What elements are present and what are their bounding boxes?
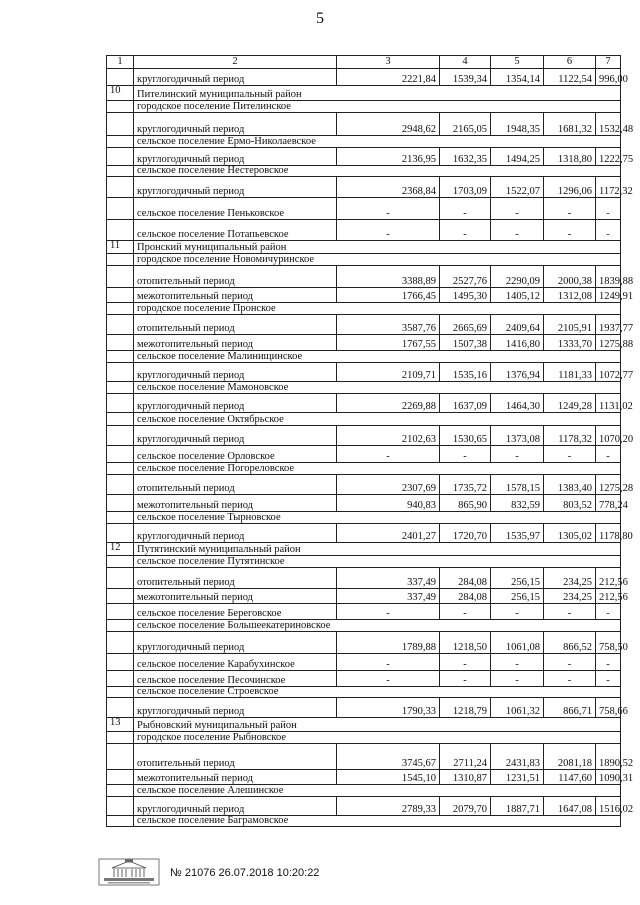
header-cell: 5: [491, 56, 544, 69]
row-number: [107, 254, 134, 266]
value-cell: 1948,35: [491, 113, 544, 136]
row-number: [107, 198, 134, 220]
settlement-name: сельское поселение Малинищинское: [134, 351, 621, 363]
table-header: [107, 56, 621, 69]
value-cell: 2221,84: [337, 69, 440, 86]
value-cell: -: [596, 220, 621, 241]
period-label: круглогодичный период: [134, 363, 337, 382]
value-cell: 1937,77: [596, 315, 621, 335]
period-label: сельское поселение Потапьевское: [134, 220, 337, 241]
row-number: [107, 512, 134, 524]
value-cell: 1416,80: [491, 335, 544, 351]
value-cell: 1376,94: [491, 363, 544, 382]
row-number: [107, 220, 134, 241]
row-number: [107, 101, 134, 113]
period-label: сельское поселение Песочинское: [134, 671, 337, 687]
settlement-row: [107, 620, 621, 632]
period-label: круглогодичный период: [134, 632, 337, 654]
value-cell: 866,52: [544, 632, 596, 654]
settlement-name: сельское поселение Баграмовское: [134, 816, 621, 827]
value-cell: 2079,70: [440, 797, 491, 816]
table-row: [107, 524, 621, 543]
period-label: круглогодичный период: [134, 113, 337, 136]
period-label: межотопительный период: [134, 288, 337, 303]
row-number: [107, 288, 134, 303]
settlement-name: городское поселение Рыбновское: [134, 732, 621, 744]
value-cell: 1767,55: [337, 335, 440, 351]
district-row: [107, 543, 621, 556]
value-cell: 1789,88: [337, 632, 440, 654]
period-label: отопительный период: [134, 266, 337, 288]
row-number: [107, 426, 134, 446]
value-cell: -: [544, 446, 596, 463]
value-cell: -: [440, 220, 491, 241]
value-cell: 234,25: [544, 568, 596, 589]
row-number: [107, 413, 134, 426]
value-cell: 1522,07: [491, 177, 544, 198]
row-number: [107, 382, 134, 394]
row-number: [107, 589, 134, 604]
value-cell: 1578,15: [491, 475, 544, 495]
table-row: [107, 266, 621, 288]
period-label: отопительный период: [134, 568, 337, 589]
value-cell: 1181,33: [544, 363, 596, 382]
row-number: [107, 620, 134, 632]
value-cell: -: [337, 446, 440, 463]
table-body: [107, 69, 634, 827]
value-cell: -: [337, 198, 440, 220]
value-cell: 803,52: [544, 495, 596, 512]
value-cell: 866,71: [544, 698, 596, 718]
value-cell: 1218,50: [440, 632, 491, 654]
value-cell: -: [440, 604, 491, 620]
row-number: [107, 604, 134, 620]
row-number: [107, 335, 134, 351]
row-number: [107, 177, 134, 198]
header-cell: 3: [337, 56, 440, 69]
page-number: 5: [316, 10, 324, 27]
value-cell: 1231,51: [491, 770, 544, 785]
row-number: [107, 495, 134, 512]
settlement-name: сельское поселение Алешинское: [134, 785, 621, 797]
value-cell: 2307,69: [337, 475, 440, 495]
value-cell: 1495,30: [440, 288, 491, 303]
value-cell: 1647,08: [544, 797, 596, 816]
period-label: круглогодичный период: [134, 177, 337, 198]
value-cell: 2136,95: [337, 148, 440, 166]
period-label: сельское поселение Береговское: [134, 604, 337, 620]
settlement-row: [107, 556, 621, 568]
value-cell: -: [337, 671, 440, 687]
period-label: круглогодичный период: [134, 426, 337, 446]
value-cell: 1061,08: [491, 632, 544, 654]
table-row: [107, 671, 621, 687]
row-number: [107, 797, 134, 816]
row-number: [107, 524, 134, 543]
value-cell: 1766,45: [337, 288, 440, 303]
value-cell: 1305,02: [544, 524, 596, 543]
value-cell: 2527,76: [440, 266, 491, 288]
value-cell: -: [491, 198, 544, 220]
value-cell: 1507,38: [440, 335, 491, 351]
settlement-name: городское поселение Пителинское: [134, 101, 621, 113]
table-row: [107, 315, 621, 335]
value-cell: 2368,84: [337, 177, 440, 198]
table-row: [107, 220, 621, 241]
settlement-row: [107, 351, 621, 363]
row-number: [107, 394, 134, 413]
value-cell: 2081,18: [544, 744, 596, 770]
value-cell: -: [440, 671, 491, 687]
value-cell: 1464,30: [491, 394, 544, 413]
row-number: [107, 671, 134, 687]
value-cell: 256,15: [491, 589, 544, 604]
value-cell: -: [544, 604, 596, 620]
row-number: [107, 556, 134, 568]
settlement-row: [107, 413, 621, 426]
header-cell: 1: [107, 56, 134, 69]
value-cell: 1249,91: [596, 288, 621, 303]
value-cell: 212,56: [596, 568, 621, 589]
value-cell: -: [440, 198, 491, 220]
row-number: [107, 816, 134, 827]
value-cell: 865,90: [440, 495, 491, 512]
value-cell: -: [596, 654, 621, 671]
value-cell: -: [440, 654, 491, 671]
row-number: [107, 266, 134, 288]
table-row: [107, 797, 621, 816]
period-label: сельское поселение Карабухинское: [134, 654, 337, 671]
settlement-name: сельское поселение Ермо-Николаевское: [134, 136, 621, 148]
value-cell: 832,59: [491, 495, 544, 512]
table-row: [107, 770, 621, 785]
value-cell: 1147,60: [544, 770, 596, 785]
value-cell: 1070,20: [596, 426, 621, 446]
table-row: [107, 632, 621, 654]
value-cell: 1249,28: [544, 394, 596, 413]
value-cell: 2711,24: [440, 744, 491, 770]
value-cell: -: [596, 671, 621, 687]
value-cell: 1839,88: [596, 266, 621, 288]
value-cell: 256,15: [491, 568, 544, 589]
value-cell: 2409,64: [491, 315, 544, 335]
row-number: [107, 303, 134, 315]
period-label: круглогодичный период: [134, 394, 337, 413]
district-row: [107, 718, 621, 732]
value-cell: 1310,87: [440, 770, 491, 785]
district-name: Пронский муниципальный район: [134, 241, 621, 254]
value-cell: 1373,08: [491, 426, 544, 446]
table-row: [107, 113, 621, 136]
value-cell: 2109,71: [337, 363, 440, 382]
settlement-name: сельское поселение Тырновское: [134, 512, 621, 524]
row-number: [107, 351, 134, 363]
table-row: [107, 288, 621, 303]
value-cell: 284,08: [440, 589, 491, 604]
value-cell: 2000,38: [544, 266, 596, 288]
value-cell: 1131,02: [596, 394, 621, 413]
value-cell: 1735,72: [440, 475, 491, 495]
table-row: [107, 589, 621, 604]
value-cell: 1090,31: [596, 770, 621, 785]
value-cell: -: [544, 220, 596, 241]
value-cell: 1122,54: [544, 69, 596, 86]
value-cell: 778,24: [596, 495, 621, 512]
row-number: [107, 446, 134, 463]
settlement-row: [107, 136, 621, 148]
value-cell: 2269,88: [337, 394, 440, 413]
header-cell: 6: [544, 56, 596, 69]
row-number: 13: [107, 718, 134, 732]
table-row: [107, 198, 621, 220]
row-number: [107, 632, 134, 654]
value-cell: 1532,48: [596, 113, 621, 136]
table-row: [107, 475, 621, 495]
value-cell: -: [491, 604, 544, 620]
value-cell: 758,50: [596, 632, 621, 654]
row-number: [107, 113, 134, 136]
value-cell: -: [596, 446, 621, 463]
value-cell: -: [337, 654, 440, 671]
value-cell: 3745,67: [337, 744, 440, 770]
period-label: отопительный период: [134, 315, 337, 335]
header-cell: 7: [596, 56, 621, 69]
settlement-row: [107, 101, 621, 113]
value-cell: 1061,32: [491, 698, 544, 718]
value-cell: 1275,88: [596, 335, 621, 351]
row-number: [107, 785, 134, 797]
value-cell: -: [544, 654, 596, 671]
value-cell: -: [491, 671, 544, 687]
value-cell: 1681,32: [544, 113, 596, 136]
value-cell: 1703,09: [440, 177, 491, 198]
table-row: [107, 394, 621, 413]
value-cell: -: [337, 220, 440, 241]
period-label: круглогодичный период: [134, 797, 337, 816]
settlement-name: городское поселение Новомичуринское: [134, 254, 621, 266]
row-number: [107, 654, 134, 671]
row-number: 11: [107, 241, 134, 254]
value-cell: 1222,75: [596, 148, 621, 166]
row-number: [107, 166, 134, 177]
period-label: круглогодичный период: [134, 148, 337, 166]
settlement-row: [107, 732, 621, 744]
value-cell: 2102,63: [337, 426, 440, 446]
row-number: [107, 315, 134, 335]
table-row: [107, 177, 621, 198]
value-cell: 284,08: [440, 568, 491, 589]
table-row: [107, 698, 621, 718]
registration-stamp: № 21076 26.07.2018 10:20:22: [170, 867, 320, 879]
value-cell: 2948,62: [337, 113, 440, 136]
value-cell: 1296,06: [544, 177, 596, 198]
settlement-row: [107, 303, 621, 315]
value-cell: 1516,02: [596, 797, 621, 816]
value-cell: 234,25: [544, 589, 596, 604]
value-cell: 337,49: [337, 589, 440, 604]
table-row: [107, 426, 621, 446]
value-cell: 1275,28: [596, 475, 621, 495]
settlement-row: [107, 382, 621, 394]
value-cell: 940,83: [337, 495, 440, 512]
value-cell: -: [596, 198, 621, 220]
row-number: [107, 69, 134, 86]
value-cell: 1637,09: [440, 394, 491, 413]
value-cell: 1887,71: [491, 797, 544, 816]
table-row: [107, 148, 621, 166]
value-cell: -: [491, 654, 544, 671]
period-label: межотопительный период: [134, 335, 337, 351]
row-number: [107, 475, 134, 495]
header-row: [107, 56, 621, 69]
district-row: [107, 241, 621, 254]
value-cell: 996,00: [596, 69, 621, 86]
period-label: отопительный период: [134, 744, 337, 770]
table-row: [107, 69, 621, 86]
value-cell: 1405,12: [491, 288, 544, 303]
period-label: сельское поселение Орловское: [134, 446, 337, 463]
value-cell: 1383,40: [544, 475, 596, 495]
period-label: круглогодичный период: [134, 698, 337, 718]
settlement-row: [107, 785, 621, 797]
header-cell: 4: [440, 56, 491, 69]
value-cell: -: [337, 604, 440, 620]
value-cell: 1535,97: [491, 524, 544, 543]
table-row: [107, 604, 621, 620]
period-label: межотопительный период: [134, 589, 337, 604]
settlement-name: сельское поселение Большеекатериновское: [134, 620, 621, 632]
value-cell: 1632,35: [440, 148, 491, 166]
government-building-seal-icon: [98, 858, 160, 886]
header-cell: 2: [134, 56, 337, 69]
settlement-row: [107, 816, 621, 827]
row-number: [107, 698, 134, 718]
value-cell: 1790,33: [337, 698, 440, 718]
tariff-table: [106, 55, 634, 827]
value-cell: 1178,32: [544, 426, 596, 446]
value-cell: 1539,34: [440, 69, 491, 86]
value-cell: -: [440, 446, 491, 463]
settlement-name: сельское поселение Нестеровское: [134, 166, 621, 177]
value-cell: 1494,25: [491, 148, 544, 166]
row-number: [107, 463, 134, 475]
row-number: [107, 770, 134, 785]
row-number: [107, 568, 134, 589]
value-cell: 1318,80: [544, 148, 596, 166]
period-label: отопительный период: [134, 475, 337, 495]
row-number: [107, 363, 134, 382]
district-name: Рыбновский муниципальный район: [134, 718, 621, 732]
table-row: [107, 363, 621, 382]
period-label: межотопительный период: [134, 495, 337, 512]
district-row: [107, 86, 621, 101]
value-cell: 1890,52: [596, 744, 621, 770]
value-cell: 2165,05: [440, 113, 491, 136]
period-label: межотопительный период: [134, 770, 337, 785]
table-row: [107, 654, 621, 671]
value-cell: 1720,70: [440, 524, 491, 543]
value-cell: 2431,83: [491, 744, 544, 770]
settlement-name: сельское поселение Погореловское: [134, 463, 621, 475]
settlement-name: сельское поселение Мамоновское: [134, 382, 621, 394]
settlement-name: сельское поселение Путятинское: [134, 556, 621, 568]
value-cell: 1333,70: [544, 335, 596, 351]
value-cell: 3587,76: [337, 315, 440, 335]
settlement-row: [107, 687, 621, 698]
value-cell: -: [544, 671, 596, 687]
period-label: круглогодичный период: [134, 524, 337, 543]
value-cell: -: [491, 220, 544, 241]
value-cell: 2665,69: [440, 315, 491, 335]
row-number: 10: [107, 86, 134, 101]
value-cell: 2789,33: [337, 797, 440, 816]
value-cell: 1545,10: [337, 770, 440, 785]
value-cell: 1072,77: [596, 363, 621, 382]
row-number: [107, 687, 134, 698]
value-cell: 337,49: [337, 568, 440, 589]
row-number: 12: [107, 543, 134, 556]
settlement-row: [107, 512, 621, 524]
value-cell: 1178,80: [596, 524, 621, 543]
value-cell: 2290,09: [491, 266, 544, 288]
settlement-name: сельское поселение Октябрьское: [134, 413, 621, 426]
value-cell: 1530,65: [440, 426, 491, 446]
value-cell: 1312,08: [544, 288, 596, 303]
value-cell: 212,56: [596, 589, 621, 604]
settlement-row: [107, 166, 621, 177]
value-cell: -: [596, 604, 621, 620]
settlement-name: городское поселение Пронское: [134, 303, 621, 315]
period-label: сельское поселение Пеньковское: [134, 198, 337, 220]
row-number: [107, 148, 134, 166]
settlement-row: [107, 463, 621, 475]
row-number: [107, 732, 134, 744]
row-number: [107, 744, 134, 770]
table-row: [107, 446, 621, 463]
value-cell: 2105,91: [544, 315, 596, 335]
table-row: [107, 744, 621, 770]
table-row: [107, 568, 621, 589]
value-cell: 1172,32: [596, 177, 621, 198]
value-cell: 1218,79: [440, 698, 491, 718]
value-cell: 2401,27: [337, 524, 440, 543]
value-cell: -: [491, 446, 544, 463]
value-cell: 1354,14: [491, 69, 544, 86]
value-cell: 3388,89: [337, 266, 440, 288]
value-cell: -: [544, 198, 596, 220]
settlement-row: [107, 254, 621, 266]
settlement-name: сельское поселение Строевское: [134, 687, 621, 698]
value-cell: 758,66: [596, 698, 621, 718]
district-name: Пителинский муниципальный район: [134, 86, 621, 101]
table-row: [107, 335, 621, 351]
footer: [98, 858, 398, 888]
table-row: [107, 495, 621, 512]
row-number: [107, 136, 134, 148]
district-name: Путятинский муниципальный район: [134, 543, 621, 556]
value-cell: 1535,16: [440, 363, 491, 382]
period-label: круглогодичный период: [134, 69, 337, 86]
